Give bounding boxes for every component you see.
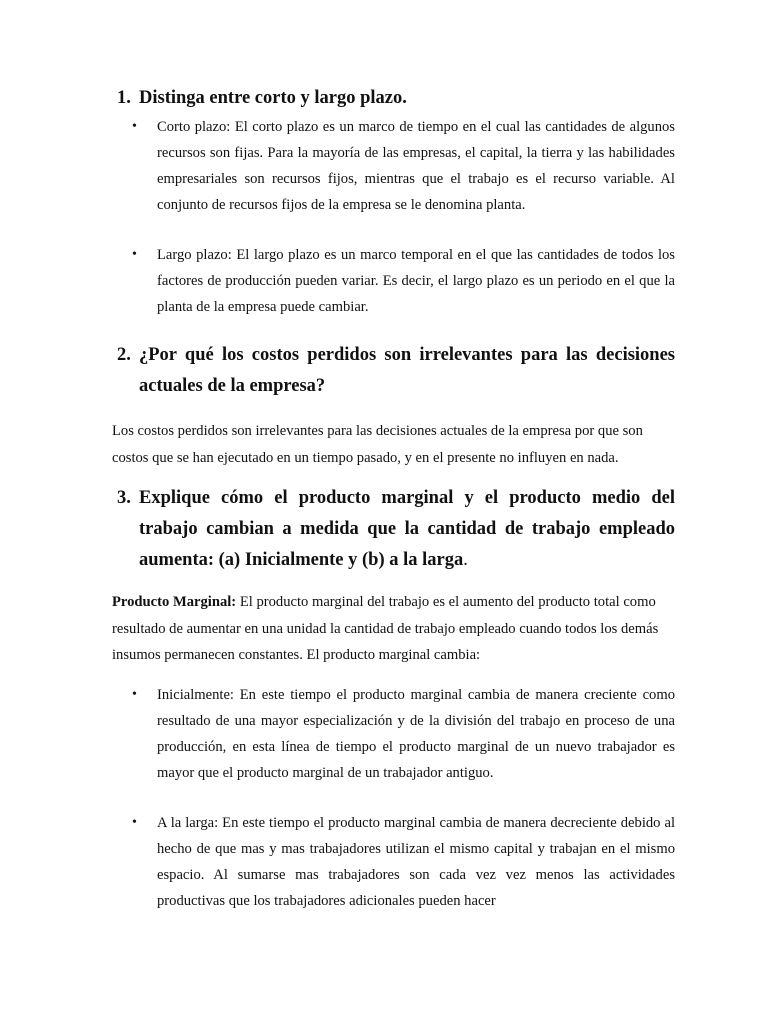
bullet-icon: • <box>132 119 137 134</box>
producto-marginal-definition <box>112 589 675 669</box>
question-3-title-wrap <box>139 483 675 576</box>
bullet-largo-plazo <box>132 242 675 320</box>
question-1-heading <box>117 83 675 114</box>
question-3-heading <box>117 483 675 576</box>
bullet-icon: • <box>132 687 137 702</box>
bullet-icon: • <box>132 247 137 262</box>
bullet-inicialmente <box>132 682 675 786</box>
question-1-title: Distinga entre corto y largo plazo. <box>139 88 407 108</box>
question-2-heading <box>117 340 675 402</box>
question-3-title-end: . <box>463 550 468 570</box>
definition-text: El producto marginal del trabajo es el aumento del producto total como resultado de aumentar en una unidad la cantidad de trabajo empleado cuando todos los demás insumos permanecen constantes. El producto marginal cambia: <box>112 594 659 663</box>
bullet-corto-plazo <box>132 114 675 218</box>
question-2-title: ¿Por qué los costos perdidos son irrelevantes para las decisiones actuales de la empresa? <box>139 345 675 396</box>
bullet-text: A la larga: En este tiempo el producto marginal cambia de manera decreciente debido al hecho de que mas y mas trabajadores utilizan el mismo capital y trabajan en el mismo espacio. Al sumarse mas trabajadores son cada vez vez menos las actividades productivas que los trabajadores adicionales pueden hacer <box>157 815 675 909</box>
question-2-number: 2. <box>117 345 131 365</box>
question-1-number: 1. <box>117 88 131 108</box>
bullet-text: Largo plazo: El largo plazo es un marco temporal en el que las cantidades de todos los factores de producción pueden variar. Es decir, el largo plazo es un periodo en el que la planta de la empresa puede cambiar. <box>157 247 675 315</box>
question-3-number: 3. <box>117 488 131 508</box>
question-3-title: Explique cómo el producto marginal y el producto medio del trabajo cambian a medida que la cantidad de trabajo empleado aumenta: (a) Inicialmente y (b) a la larga <box>139 488 675 570</box>
definition-label: Producto Marginal: <box>112 594 237 610</box>
bullet-text: Inicialmente: En este tiempo el producto marginal cambia de manera creciente como resultado de una mayor especialización y de la división del trabajo en proceso de una producción, en esta línea de tiempo el producto marginal de un nuevo trabajador es mayor que el producto marginal de un trabajador antiguo. <box>157 687 675 781</box>
bullet-text: Corto plazo: El corto plazo es un marco de tiempo en el cual las cantidades de algunos recursos son fijas. Para la mayoría de las empresas, el capital, la tierra y las habilidades empresariales son recursos fijos, mientras que el trabajo es el recurso variable. Al conjunto de recursos fijos de la empresa se le denomina planta. <box>157 119 675 213</box>
question-2-answer: Los costos perdidos son irrelevantes para las decisiones actuales de la empresa por que son costos que se han ejecutado en un tiempo pasado, y en el presente no influyen en nada. <box>112 423 643 466</box>
bullet-a-la-larga <box>132 810 675 914</box>
bullet-icon: • <box>132 815 137 830</box>
